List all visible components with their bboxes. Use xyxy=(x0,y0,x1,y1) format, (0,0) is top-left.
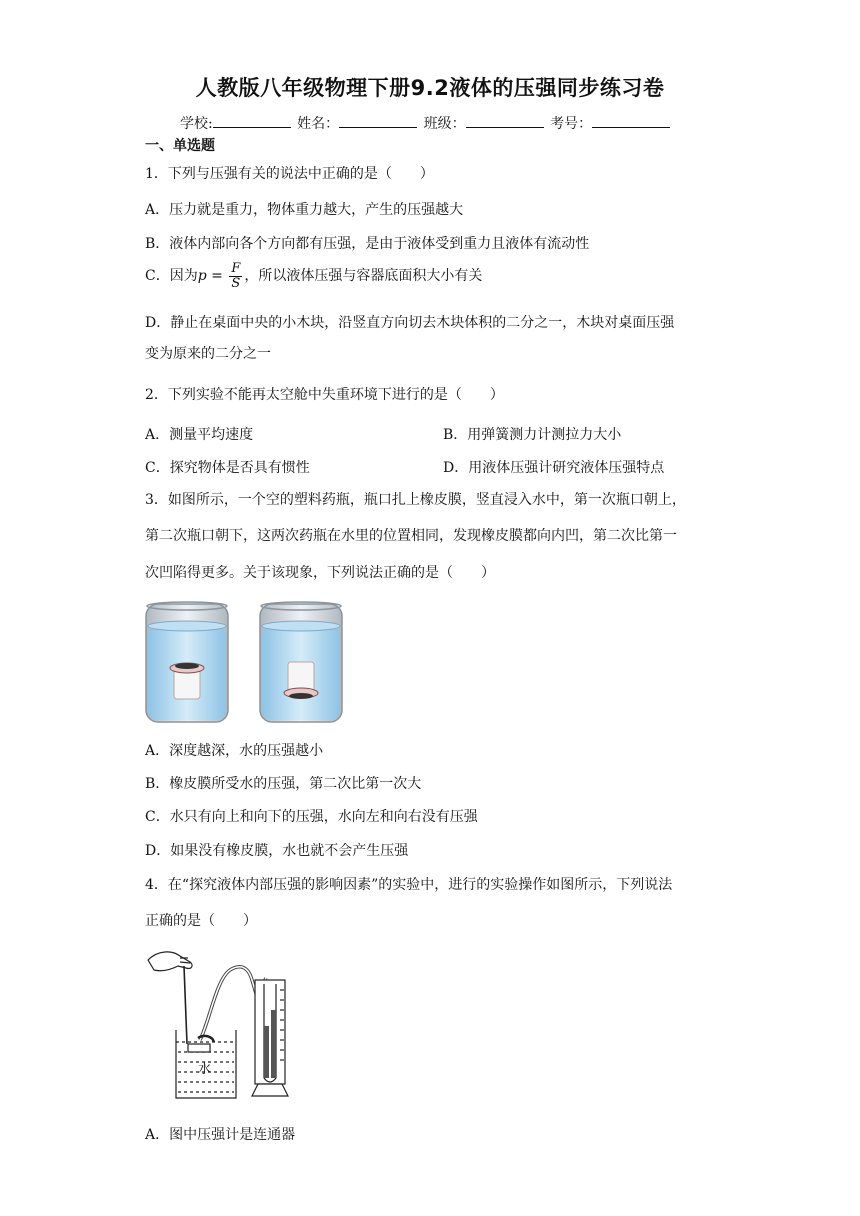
section-title: 一、单选题 xyxy=(145,138,215,154)
q2-option-b: B．用弹簧测力计测拉力大小 xyxy=(443,427,622,443)
q3-stem-line2: 第二次瓶口朝下，这两次药瓶在水里的位置相同，发现橡皮膜都向内凹，第二次比第一 xyxy=(145,528,677,544)
q3-stem-line3: 次凹陷得更多。关于该现象，下列说法正确的是（ ） xyxy=(145,565,495,581)
fraction-numerator: F xyxy=(231,261,241,276)
q2-option-a: A．测量平均速度 xyxy=(145,427,254,443)
q3-option-c: C．水只有向上和向下的压强，水向左和向右没有压强 xyxy=(145,809,478,825)
q1-option-b: B．液体内部向各个方向都有压强，是由于液体受到重力且液体有流动性 xyxy=(145,236,590,252)
fraction-denominator: S xyxy=(231,275,241,291)
number-label: 考号： xyxy=(550,116,593,132)
name-label: 姓名： xyxy=(297,116,340,132)
q1-option-a: A．压力就是重力，物体重力越大，产生的压强越大 xyxy=(145,202,464,218)
number-blank xyxy=(592,115,670,128)
school-blank xyxy=(213,115,291,128)
bottle-mouth-up xyxy=(170,663,204,699)
q1-c-eq: = xyxy=(206,268,228,285)
school-label: 学校: xyxy=(180,116,213,132)
q1-option-d-line2: 变为原来的二分之一 xyxy=(145,346,271,362)
q1-option-d-line1: D．静止在桌面中央的小木块，沿竖直方向切去木块体积的二分之一，木块对桌面压强 xyxy=(145,315,675,331)
q2-option-c: C．探究物体是否具有惯性 xyxy=(145,460,310,476)
q3-beakers-figure xyxy=(140,598,360,728)
q1-stem: 1．下列与压强有关的说法中正确的是（ ） xyxy=(145,166,434,182)
u-tube-gauge xyxy=(252,980,288,1096)
q4-stem-line2: 正确的是（ ） xyxy=(145,913,257,929)
hand-illustration xyxy=(148,952,192,971)
q4-option-a: A．图中压强计是连通器 xyxy=(145,1127,296,1143)
q2-option-d: D．用液体压强计研究液体压强特点 xyxy=(443,460,665,476)
bottle-mouth-down xyxy=(284,662,318,699)
class-blank xyxy=(466,115,544,128)
name-blank xyxy=(339,115,417,128)
q1-c-var: p xyxy=(197,268,207,285)
q4-stem-line1: 4．在“探究液体内部压强的影响因素”的实验中，进行的实验操作如图所示，下列说法 xyxy=(145,877,673,893)
q3-option-d: D．如果没有橡皮膜，水也就不会产生压强 xyxy=(145,843,409,859)
q1-c-fraction xyxy=(229,262,242,290)
q3-option-a: A．深度越深，水的压强越小 xyxy=(145,743,324,759)
beaker-left xyxy=(146,602,228,722)
water-label: 水 xyxy=(198,1062,212,1077)
page-title: 人教版八年级物理下册9.2液体的压强同步练习卷 xyxy=(195,76,665,100)
student-info-row xyxy=(180,113,672,133)
q1-option-c xyxy=(145,262,482,290)
q1-c-prefix: C．因为 xyxy=(145,268,198,285)
q4-pressure-gauge-figure xyxy=(140,940,310,1102)
q1-c-suffix: ，所以液体压强与容器底面积大小有关 xyxy=(244,268,483,285)
q3-option-b: B．橡皮膜所受水的压强，第二次比第一次大 xyxy=(145,776,422,792)
q3-stem-line1: 3．如图所示，一个空的塑料药瓶，瓶口扎上橡皮膜，竖直浸入水中，第一次瓶口朝上， xyxy=(145,492,686,508)
beaker-right xyxy=(260,602,342,722)
q2-stem: 2．下列实验不能再太空舱中失重环境下进行的是（ ） xyxy=(145,387,504,403)
class-label: 班级： xyxy=(423,116,466,132)
